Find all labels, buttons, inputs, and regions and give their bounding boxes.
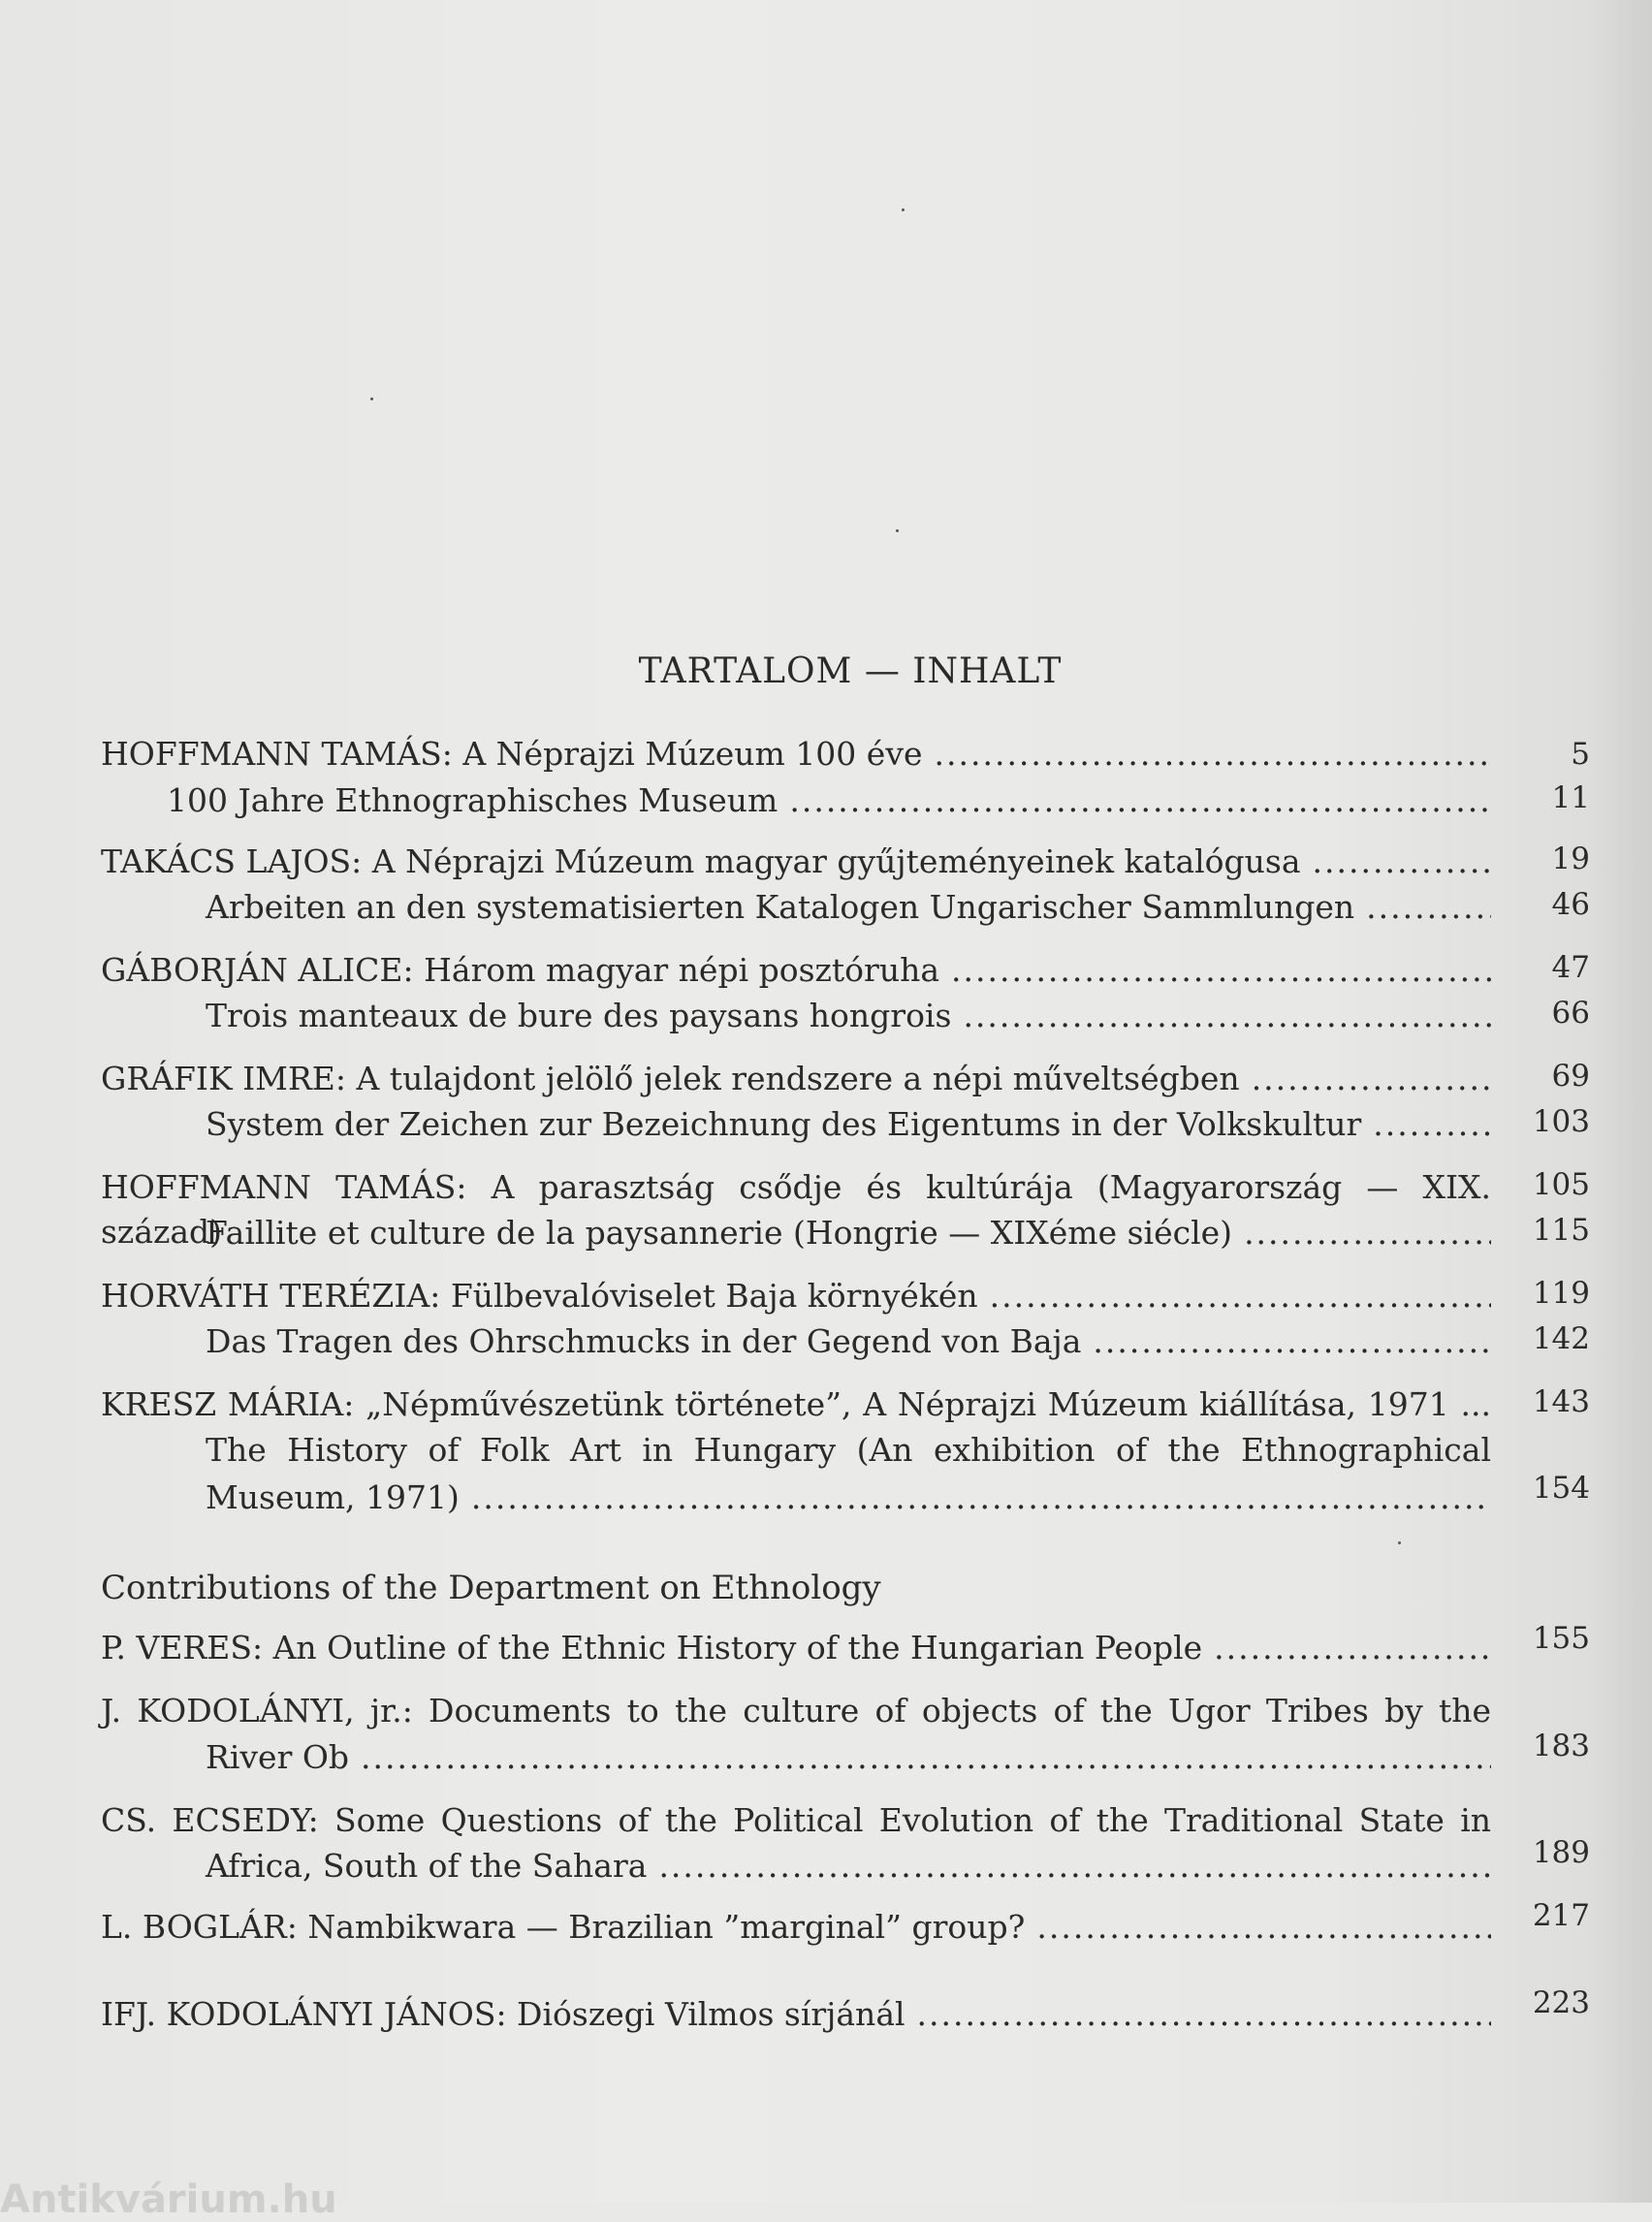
page-number: 105 — [1532, 1167, 1590, 1202]
page-title: TARTALOM — INHALT — [638, 651, 1063, 691]
entry-text: P. VERES: An Outline of the Ethnic History of the Hungarian People — [101, 1629, 1203, 1666]
dot-leader — [1214, 1626, 1491, 1670]
toc-entry: CS. ECSEDY: Some Questions of the Political Evolution of the Traditional State in — [101, 1801, 1491, 1839]
toc-entry — [101, 840, 1491, 884]
dot-leader — [1036, 1905, 1491, 1950]
toc-subentry — [206, 1319, 1491, 1364]
toc-entry — [101, 1992, 1491, 2037]
page-number: 47 — [1551, 950, 1590, 985]
entry-text: River Ob — [206, 1738, 350, 1776]
entry-text: Trois manteaux de bure des paysans hongrois — [206, 997, 952, 1034]
dot-leader — [471, 1476, 1491, 1520]
toc-entry — [101, 1626, 1491, 1670]
page-number: 155 — [1532, 1621, 1590, 1656]
dust-speck — [902, 208, 905, 211]
dot-leader — [990, 1274, 1491, 1318]
toc-subentry — [206, 1102, 1491, 1147]
page-number: 69 — [1551, 1059, 1590, 1094]
entry-text: Museum, 1971) — [206, 1478, 460, 1516]
dot-leader — [917, 1992, 1491, 2037]
dot-leader — [1313, 840, 1491, 884]
toc-subentry: The History of Folk Art in Hungary (An exhibition of the Ethnographical — [206, 1431, 1491, 1469]
entry-text: HORVÁTH TERÉZIA: Fülbevalóviselet Baja környékén — [101, 1277, 978, 1315]
dot-leader — [1093, 1319, 1491, 1364]
page-number: 154 — [1532, 1471, 1590, 1506]
dot-leader — [361, 1735, 1491, 1780]
page-number: 119 — [1532, 1276, 1590, 1311]
entry-text: Africa, South of the Sahara — [206, 1847, 648, 1885]
toc-subentry — [206, 994, 1491, 1038]
toc-entry-continued — [206, 1735, 1491, 1780]
section-heading: Contributions of the Department on Ethnology — [101, 1569, 881, 1607]
toc-entry — [101, 732, 1491, 777]
toc-entry: KRESZ MÁRIA: „Népművészetünk története”, A Néprajzi Múzeum kiállítása, 1971 ... — [101, 1385, 1491, 1423]
toc-entry — [101, 1905, 1491, 1950]
entry-text: TAKÁCS LAJOS: A Néprajzi Múzeum magyar gyűjteményeinek katalógusa — [101, 842, 1301, 880]
page-number: 143 — [1532, 1384, 1590, 1419]
toc-entry — [101, 1274, 1491, 1318]
dot-leader — [1366, 885, 1491, 930]
toc-entry-continued — [206, 1844, 1491, 1889]
entry-text: Arbeiten an den systematisierten Katalogen Ungarischer Sammlungen — [206, 888, 1355, 926]
page-number: 103 — [1532, 1104, 1590, 1139]
dot-leader — [935, 732, 1492, 777]
entry-text: L. BOGLÁR: Nambikwara — Brazilian ”marginal” group? — [101, 1908, 1026, 1946]
entry-text: Das Tragen des Ohrschmucks in der Gegend von Baja — [206, 1322, 1082, 1360]
entry-text: GRÁFIK IMRE: A tulajdont jelölő jelek rendszere a népi műveltségben — [101, 1060, 1240, 1097]
dot-leader — [1252, 1057, 1491, 1101]
dot-leader — [789, 778, 1491, 823]
page-number: 46 — [1551, 887, 1590, 922]
page-number: 217 — [1532, 1898, 1590, 1933]
watermark: Antikvárium.hu — [0, 2177, 337, 2222]
dust-speck — [1398, 1541, 1401, 1544]
entry-text: System der Zeichen zur Bezeichnung des Eigentums in der Volkskultur — [206, 1105, 1362, 1143]
entry-text: IFJ. KODOLÁNYI JÁNOS: Diószegi Vilmos sírjánál — [101, 1995, 905, 2033]
toc-subentry — [206, 885, 1491, 930]
page-number: 189 — [1532, 1835, 1590, 1870]
dot-leader — [658, 1844, 1491, 1889]
entry-text: GÁBORJÁN ALICE: Három magyar népi posztóruha — [101, 951, 940, 989]
page-number: 142 — [1532, 1321, 1590, 1356]
entry-text: Faillite et culture de la paysannerie (Hongrie — XIXéme siécle) — [206, 1214, 1233, 1252]
dust-speck — [370, 397, 373, 400]
page-number: 19 — [1551, 841, 1590, 876]
dust-speck — [896, 529, 899, 532]
page-number: 5 — [1571, 737, 1590, 772]
page-number: 115 — [1532, 1213, 1590, 1248]
page-number: 223 — [1532, 1985, 1590, 2020]
dot-leader — [963, 994, 1491, 1038]
toc-subentry — [167, 778, 1491, 823]
dot-leader — [951, 948, 1491, 993]
toc-entry — [101, 1057, 1491, 1101]
page-number: 11 — [1551, 780, 1590, 815]
dot-leader — [1373, 1102, 1491, 1147]
toc-entry — [101, 948, 1491, 993]
entry-text: HOFFMANN TAMÁS: A Néprajzi Múzeum 100 éve — [101, 735, 923, 773]
toc-subentry — [206, 1211, 1491, 1255]
toc-entry: HOFFMANN TAMÁS: A parasztság csődje és kultúrája (Magyarország — XIX. század) — [101, 1168, 1491, 1251]
entry-text: 100 Jahre Ethnographisches Museum — [167, 781, 778, 819]
page-number: 183 — [1532, 1729, 1590, 1763]
toc-subentry-continued — [206, 1476, 1491, 1520]
dot-leader — [1244, 1211, 1491, 1255]
toc-entry: J. KODOLÁNYI, jr.: Documents to the culture of objects of the Ugor Tribes by the — [101, 1692, 1491, 1730]
page-number: 66 — [1551, 996, 1590, 1031]
